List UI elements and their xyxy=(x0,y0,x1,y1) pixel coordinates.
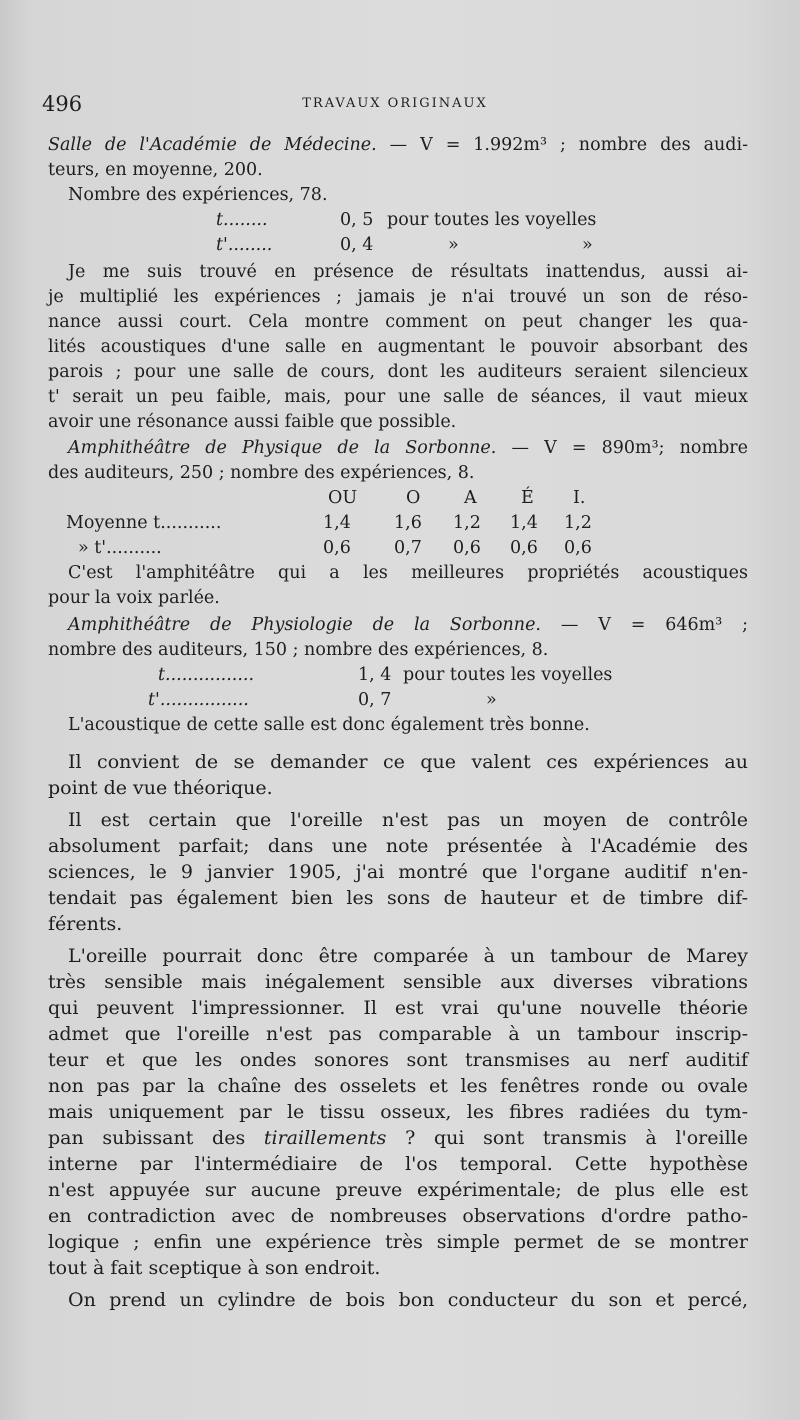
academie-t-label: t........ xyxy=(216,210,268,230)
physiologie-line-1 xyxy=(48,613,748,638)
paragraph-3 xyxy=(48,943,748,1281)
paragraph-3-line-6: non pas par la chaîne des osselets et les fenêtres ronde ou ovale xyxy=(48,1075,748,1097)
physique-t2-label: » t'.......... xyxy=(78,538,162,558)
academie-row-t xyxy=(48,208,748,233)
physique-row-t2 xyxy=(48,536,748,561)
physiologie-t2-label: t'................ xyxy=(148,690,249,710)
physique-col-e: É xyxy=(521,488,534,508)
physiologie-section xyxy=(48,613,748,738)
physique-col-a: A xyxy=(464,488,477,508)
physique-t2-i: 0,6 xyxy=(564,538,592,558)
paragraph-3-line-4: admet que l'oreille n'est pas comparable à un tambour inscrip- xyxy=(48,1023,748,1045)
academie-line-1 xyxy=(48,133,748,158)
academie-count: Nombre des expériences, 78. xyxy=(68,185,328,205)
physique-title: Amphithéâtre de Physique de la Sorbonne. xyxy=(68,438,497,458)
paragraph-3-line-3: qui peuvent l'impressionner. Il est vrai qu'une nouvelle théorie xyxy=(48,997,748,1019)
academie-title: Salle de l'Académie de Médecine. xyxy=(48,135,377,155)
commentary-1 xyxy=(48,260,748,435)
physique-t-e: 1,4 xyxy=(510,513,538,533)
physiologie-row-t2 xyxy=(48,688,748,713)
physique-t2-ou: 0,6 xyxy=(323,538,351,558)
physiologie-line-2: nombre des auditeurs, 150 ; nombre des expériences, 8. xyxy=(48,640,549,660)
physiologie-t-text: pour toutes les voyelles xyxy=(403,665,613,685)
academie-row-t2 xyxy=(48,233,748,258)
academie-volume: — V = 1.992m³ ; nombre des audi- xyxy=(376,135,748,155)
physique-comment-line-1: C'est l'amphitéâtre qui a les meilleures propriétés acoustiques xyxy=(68,563,748,583)
academie-t-text: pour toutes les voyelles xyxy=(387,210,597,230)
physique-volume: — V = 890m³; nombre xyxy=(496,438,748,458)
physique-columns xyxy=(48,486,748,511)
paragraph-3-line-11: en contradiction avec de nombreuses observations d'ordre patho- xyxy=(48,1205,748,1227)
physique-t2-e: 0,6 xyxy=(510,538,538,558)
physique-section xyxy=(48,436,748,611)
academie-t2-label: t'........ xyxy=(216,235,273,255)
physiologie-comment: L'acoustique de cette salle est donc également très bonne. xyxy=(68,715,590,735)
paragraph-2 xyxy=(48,807,748,937)
split-line-italic: tiraillements xyxy=(263,1127,387,1149)
paragraph-3-line-12: logique ; enfin une expérience très simple permet de se montrer xyxy=(48,1231,748,1253)
physique-t-a: 1,2 xyxy=(453,513,481,533)
split-line-before: pan subissant des xyxy=(48,1127,264,1149)
split-line-after: ? qui sont transmis à l'oreille xyxy=(386,1127,748,1149)
page-number: 496 xyxy=(42,92,83,116)
paragraph-3-line-2: très sensible mais inégalement sensible aux diverses vibrations xyxy=(48,971,748,993)
physiologie-volume: — V = 646m³ ; xyxy=(541,615,748,635)
paragraph-1-line-1: Il convient de se demander ce que valent ces expériences au xyxy=(68,751,748,773)
academie-t2-mark-1: » xyxy=(448,235,459,255)
paragraph-1-line-2: point de vue théorique. xyxy=(48,777,273,799)
commentary-1-line-5: parois ; pour une salle de cours, dont les auditeurs seraient silencieux xyxy=(48,362,748,382)
physique-t2-o: 0,7 xyxy=(394,538,422,558)
physique-col-o: O xyxy=(406,488,421,508)
commentary-1-line-1: Je me suis trouvé en présence de résultats inattendus, aussi ai- xyxy=(68,262,748,282)
academie-line-2: teurs, en moyenne, 200. xyxy=(48,160,263,180)
physiologie-t-label: t................ xyxy=(158,665,255,685)
physiologie-t2-mark: » xyxy=(486,690,497,710)
paragraph-4-line-1: On prend un cylindre de bois bon conducteur du son et percé, xyxy=(68,1289,748,1311)
paragraph-1 xyxy=(48,749,748,801)
physique-t-label: Moyenne t........... xyxy=(66,513,222,533)
paragraph-3-line-13: tout à fait sceptique à son endroit. xyxy=(48,1257,381,1279)
running-head: TRAVAUX ORIGINAUX xyxy=(302,96,488,111)
paragraph-2-line-1: Il est certain que l'oreille n'est pas un moyen de contrôle xyxy=(68,809,748,831)
paragraph-3-line-8 xyxy=(48,1125,748,1151)
physique-t2-a: 0,6 xyxy=(453,538,481,558)
academie-t2-mark-2: » xyxy=(582,235,593,255)
physique-line-2: des auditeurs, 250 ; nombre des expériences, 8. xyxy=(48,463,475,483)
paragraph-2-line-5: férents. xyxy=(48,913,123,935)
commentary-1-line-7: avoir une résonance aussi faible que possible. xyxy=(48,412,457,432)
main-text xyxy=(48,749,748,1313)
page-header xyxy=(42,92,748,116)
paragraph-3-line-1: L'oreille pourrait donc être comparée à un tambour de Marey xyxy=(68,945,748,967)
academie-t2-value: 0, 4 xyxy=(340,235,374,255)
paragraph-3-line-5: teur et que les ondes sonores sont transmises au nerf auditif xyxy=(48,1049,748,1071)
paragraph-3-line-7: mais uniquement par le tissu osseux, les fibres radiées du tym- xyxy=(48,1101,748,1123)
physiologie-t2-value: 0, 7 xyxy=(358,690,392,710)
physique-col-i: I. xyxy=(573,488,586,508)
paragraph-3-line-10: n'est appuyée sur aucune preuve expérimentale; de plus elle est xyxy=(48,1179,748,1201)
commentary-1-line-4: lités acoustiques d'une salle en augmentant le pouvoir absorbant des xyxy=(48,337,748,357)
paragraph-4 xyxy=(48,1287,748,1313)
paragraph-2-line-4: tendait pas également bien les sons de hauteur et de timbre dif- xyxy=(48,887,748,909)
paragraph-2-line-2: absolument parfait; dans une note présentée à l'Académie des xyxy=(48,835,748,857)
physiologie-title: Amphithéâtre de Physiologie de la Sorbonne. xyxy=(68,615,541,635)
physiologie-row-t xyxy=(48,663,748,688)
physique-row-t xyxy=(48,511,748,536)
physique-comment-line-2: pour la voix parlée. xyxy=(48,588,220,608)
physique-col-ou: OU xyxy=(328,488,358,508)
paragraph-2-line-3: sciences, le 9 janvier 1905, j'ai montré que l'organe auditif n'en- xyxy=(48,861,748,883)
physique-t-o: 1,6 xyxy=(394,513,422,533)
academie-t-value: 0, 5 xyxy=(340,210,374,230)
physique-line-1 xyxy=(48,436,748,461)
paragraph-3-line-9: interne par l'intermédiaire de l'os temporal. Cette hypothèse xyxy=(48,1153,748,1175)
academie-section xyxy=(48,133,748,258)
commentary-1-line-2: je multiplié les expériences ; jamais je n'ai trouvé un son de réso- xyxy=(48,287,748,307)
physique-t-ou: 1,4 xyxy=(323,513,351,533)
commentary-1-line-3: nance aussi court. Cela montre comment on peut changer les qua- xyxy=(48,312,748,332)
commentary-1-line-6: t' serait un peu faible, mais, pour une salle de séances, il vaut mieux xyxy=(48,387,748,407)
physiologie-t-value: 1, 4 xyxy=(358,665,392,685)
physique-t-i: 1,2 xyxy=(564,513,592,533)
